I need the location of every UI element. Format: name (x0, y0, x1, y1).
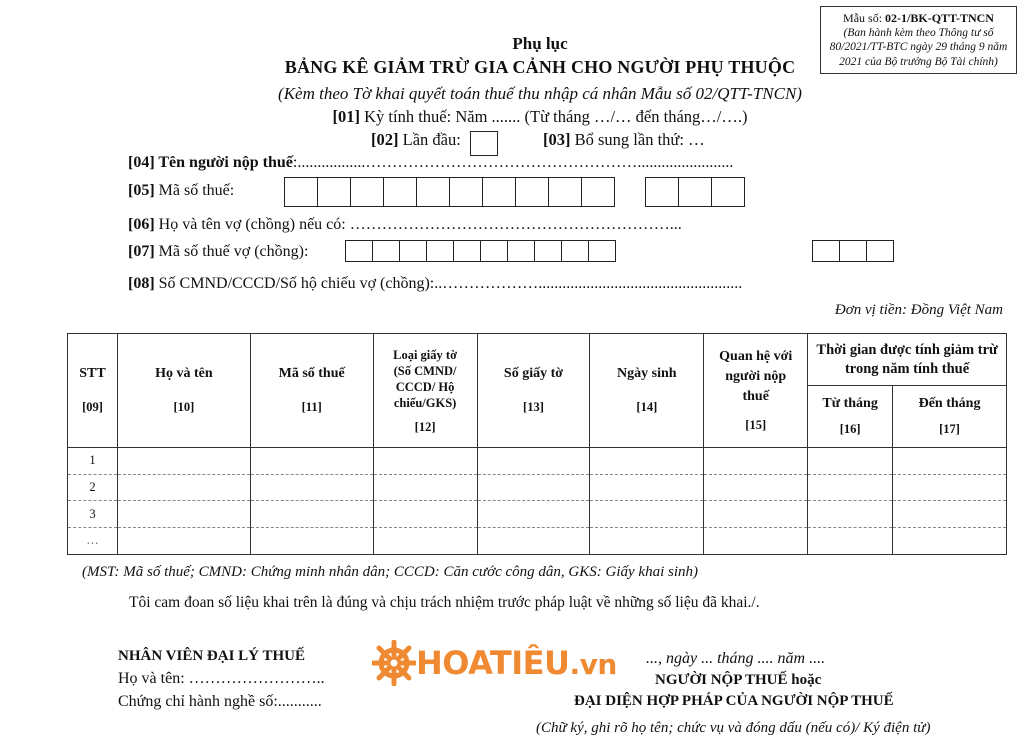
cell-document-type[interactable] (373, 501, 477, 528)
agent-name-line[interactable]: Họ và tên: …………………….. (118, 670, 325, 687)
field-06-spouse-name[interactable] (128, 216, 682, 234)
tax-code-digit-5[interactable] (416, 177, 450, 207)
col-header-document-type (373, 334, 477, 448)
col-number: [17] (939, 422, 960, 436)
cell-full-name[interactable] (117, 501, 250, 528)
field-02-text: Lần đầu: (398, 130, 461, 149)
cell-birth-date[interactable] (590, 501, 704, 528)
cell-relationship[interactable] (704, 501, 808, 528)
cell-tax-code[interactable] (250, 474, 373, 501)
field-04-taxpayer-name[interactable] (128, 154, 733, 172)
cell-full-name[interactable] (117, 448, 250, 475)
spouse-tax-digit-9[interactable] (561, 240, 589, 262)
spouse-tax-digit-4[interactable] (426, 240, 454, 262)
table-row (68, 448, 1007, 475)
cell-to-month[interactable] (893, 528, 1007, 555)
table-row (68, 501, 1007, 528)
field-04-dots: :.................……………………………………………........................ (292, 154, 734, 171)
field-06-code: [06] (128, 216, 155, 233)
table-row (68, 528, 1007, 555)
cell-full-name[interactable] (117, 528, 250, 555)
col-number: [12] (414, 419, 436, 434)
cell-birth-date[interactable] (590, 474, 704, 501)
currency-unit-note: Đơn vị tiền: Đồng Việt Nam (834, 302, 1003, 318)
col-header-from-month (808, 386, 893, 448)
col-number: [10] (173, 400, 195, 414)
cell-document-number[interactable] (477, 528, 590, 555)
row-stt: 3 (68, 501, 118, 528)
logo-brand: HOATIÊU (416, 644, 570, 682)
field-06-text: Họ và tên vợ (chồng) nếu có: ……………………………………………………... (154, 216, 682, 233)
hoatieu-logo (372, 640, 617, 686)
spouse-tax-code-boxes[interactable] (345, 240, 616, 262)
spouse-tax-digit-3[interactable] (399, 240, 427, 262)
signature-note: (Chữ ký, ghi rõ họ tên; chức vụ và đóng dấu (nếu có)/ Ký điện tử) (536, 720, 931, 736)
cell-document-type[interactable] (373, 474, 477, 501)
spouse-tax-digit-8[interactable] (534, 240, 562, 262)
col-header-birth-date (590, 334, 704, 448)
page-title: BẢNG KÊ GIẢM TRỪ GIA CẢNH CHO NGƯỜI PHỤ THUỘC (284, 57, 796, 77)
field-07-text: Mã số thuế vợ (chồng): (154, 243, 309, 260)
row-stt: … (68, 528, 118, 555)
cell-document-number[interactable] (477, 474, 590, 501)
col-header-relationship (704, 334, 808, 448)
tax-code-suffix-boxes[interactable] (645, 177, 745, 207)
field-02-first-time (371, 130, 461, 150)
spouse-tax-digit-6[interactable] (480, 240, 508, 262)
col-number: [14] (636, 400, 658, 414)
form-code-note-3: 2021 của Bộ trưởng Bộ Tài chính) (839, 55, 998, 68)
col-label: Họ và tên (155, 366, 213, 381)
tax-code-suffix-2[interactable] (678, 177, 712, 207)
form-code-label: Mẫu số: (843, 11, 886, 25)
col-number: [16] (839, 422, 861, 436)
logo-domain: .vn (569, 648, 617, 681)
cell-to-month[interactable] (893, 501, 1007, 528)
col-label: Ngày sinh (617, 366, 677, 381)
agent-certificate-line[interactable]: Chứng chỉ hành nghề số:........... (118, 693, 322, 710)
appendix-label: Phụ lục (512, 34, 568, 53)
cell-relationship[interactable] (704, 528, 808, 555)
form-code-note-2: 80/2021/TT-BTC ngày 29 tháng 9 năm (829, 41, 1008, 53)
cell-document-number[interactable] (477, 501, 590, 528)
cell-relationship[interactable] (704, 448, 808, 475)
tax-code-digit-7[interactable] (482, 177, 516, 207)
cell-birth-date[interactable] (590, 448, 704, 475)
signature-title-2: ĐẠI DIỆN HỢP PHÁP CỦA NGƯỜI NỘP THUẾ (574, 693, 894, 709)
tax-code-digit-9[interactable] (548, 177, 582, 207)
commitment-statement: Tôi cam đoan số liệu khai trên là đúng và chịu trách nhiệm trước pháp luật về những số liệu đã khai./. (129, 594, 760, 611)
row-stt: 2 (68, 474, 118, 501)
col-header-document-number (477, 334, 590, 448)
spouse-tax-digit-10[interactable] (588, 240, 616, 262)
agent-title: NHÂN VIÊN ĐẠI LÝ THUẾ (118, 648, 305, 664)
spouse-tax-suffix-3[interactable] (866, 240, 894, 262)
field-03-text: Bổ sung lần thứ: … (570, 130, 705, 149)
tax-code-digit-6[interactable] (449, 177, 483, 207)
cell-full-name[interactable] (117, 474, 250, 501)
field-01-tax-period[interactable] (0, 107, 1025, 127)
cell-relationship[interactable] (704, 474, 808, 501)
field-05-text: Mã số thuế: (154, 182, 235, 199)
signature-date-line[interactable]: ..., ngày ... tháng .... năm .... (646, 650, 826, 667)
table-row (68, 474, 1007, 501)
cell-from-month[interactable] (808, 528, 893, 555)
col-label: Số giấy tờ (503, 366, 564, 381)
spouse-tax-digit-1[interactable] (345, 240, 373, 262)
tax-code-digit-3[interactable] (350, 177, 384, 207)
field-08-spouse-id[interactable] (128, 275, 742, 293)
field-04-code: [04] Tên người nộp thuế (128, 154, 293, 171)
col-label: STT (79, 366, 106, 381)
form-code (821, 11, 1016, 26)
ship-wheel-icon (372, 640, 416, 686)
cell-document-type[interactable] (373, 448, 477, 475)
col-header-tax-code (250, 334, 373, 448)
col-label: Loại giấy tờ (Số CMND/ CCCD/ Hộ chiếu/GKS) (393, 347, 457, 410)
group-label: Thời gian được tính giảm trừ trong năm tính thuế (816, 341, 998, 377)
col-label: Từ tháng (822, 396, 878, 411)
tax-code-digit-8[interactable] (515, 177, 549, 207)
col-header-stt (68, 334, 118, 448)
field-03-code: [03] (543, 130, 571, 149)
field-08-text: Số CMND/CCCD/Số hộ chiếu vợ (chồng):..………………................................................... (154, 275, 743, 292)
field-07-label (128, 243, 308, 261)
col-header-full-name (117, 334, 250, 448)
first-time-checkbox[interactable] (470, 131, 498, 156)
signature-title-1: NGƯỜI NỘP THUẾ hoặc (655, 672, 822, 688)
tax-code-suffix-1[interactable] (645, 177, 679, 207)
cell-tax-code[interactable] (250, 501, 373, 528)
col-label: Quan hệ với người nộp thuế (719, 348, 793, 404)
tax-code-digit-2[interactable] (317, 177, 351, 207)
col-number: [09] (82, 400, 103, 414)
field-03-supplement[interactable] (543, 130, 705, 150)
col-label: Mã số thuế (278, 366, 345, 381)
cell-to-month[interactable] (893, 474, 1007, 501)
field-01-code: [01] (332, 107, 361, 126)
logo-text (416, 644, 617, 682)
form-code-note-1: (Ban hành kèm theo Thông tư số (843, 26, 994, 39)
spouse-tax-digit-5[interactable] (453, 240, 481, 262)
field-01-text: Kỳ tính thuế: Năm ....... (Từ tháng …/… đến tháng…/….) (360, 107, 748, 126)
col-number: [15] (745, 417, 767, 432)
tax-code-digit-10[interactable] (581, 177, 615, 207)
cell-to-month[interactable] (893, 448, 1007, 475)
row-stt: 1 (68, 448, 118, 475)
tax-code-digit-1[interactable] (284, 177, 318, 207)
cell-birth-date[interactable] (590, 528, 704, 555)
field-07-code: [07] (128, 243, 155, 260)
spouse-tax-suffix-2[interactable] (839, 240, 867, 262)
col-number: [13] (523, 400, 544, 414)
field-02-code: [02] (371, 130, 399, 149)
field-08-code: [08] (128, 275, 155, 292)
cell-document-number[interactable] (477, 448, 590, 475)
spouse-tax-digit-2[interactable] (372, 240, 400, 262)
abbreviation-note: (MST: Mã số thuế; CMND: Chứng minh nhân dân; CCCD: Căn cước công dân, GKS: Giấy khai sinh) (82, 564, 698, 580)
tax-code-boxes[interactable] (284, 177, 615, 207)
col-header-to-month (893, 386, 1007, 448)
cell-tax-code[interactable] (250, 528, 373, 555)
dependents-table (67, 333, 1007, 555)
col-group-deduction-period (808, 334, 1007, 386)
spouse-tax-suffix-1[interactable] (812, 240, 840, 262)
cell-tax-code[interactable] (250, 448, 373, 475)
page-subtitle: (Kèm theo Tờ khai quyết toán thuế thu nhập cá nhân Mẫu số 02/QTT-TNCN) (278, 84, 802, 103)
spouse-tax-code-suffix-boxes[interactable] (812, 240, 894, 262)
col-number: [11] (301, 400, 322, 414)
tax-code-suffix-3[interactable] (711, 177, 745, 207)
cell-from-month[interactable] (808, 474, 893, 501)
field-05-code: [05] (128, 182, 155, 199)
cell-from-month[interactable] (808, 501, 893, 528)
cell-document-type[interactable] (373, 528, 477, 555)
spouse-tax-digit-7[interactable] (507, 240, 535, 262)
cell-from-month[interactable] (808, 448, 893, 475)
col-label: Đến tháng (918, 396, 981, 411)
tax-code-digit-4[interactable] (383, 177, 417, 207)
form-code-value: 02-1/BK-QTT-TNCN (885, 11, 994, 25)
field-05-label (128, 182, 234, 200)
